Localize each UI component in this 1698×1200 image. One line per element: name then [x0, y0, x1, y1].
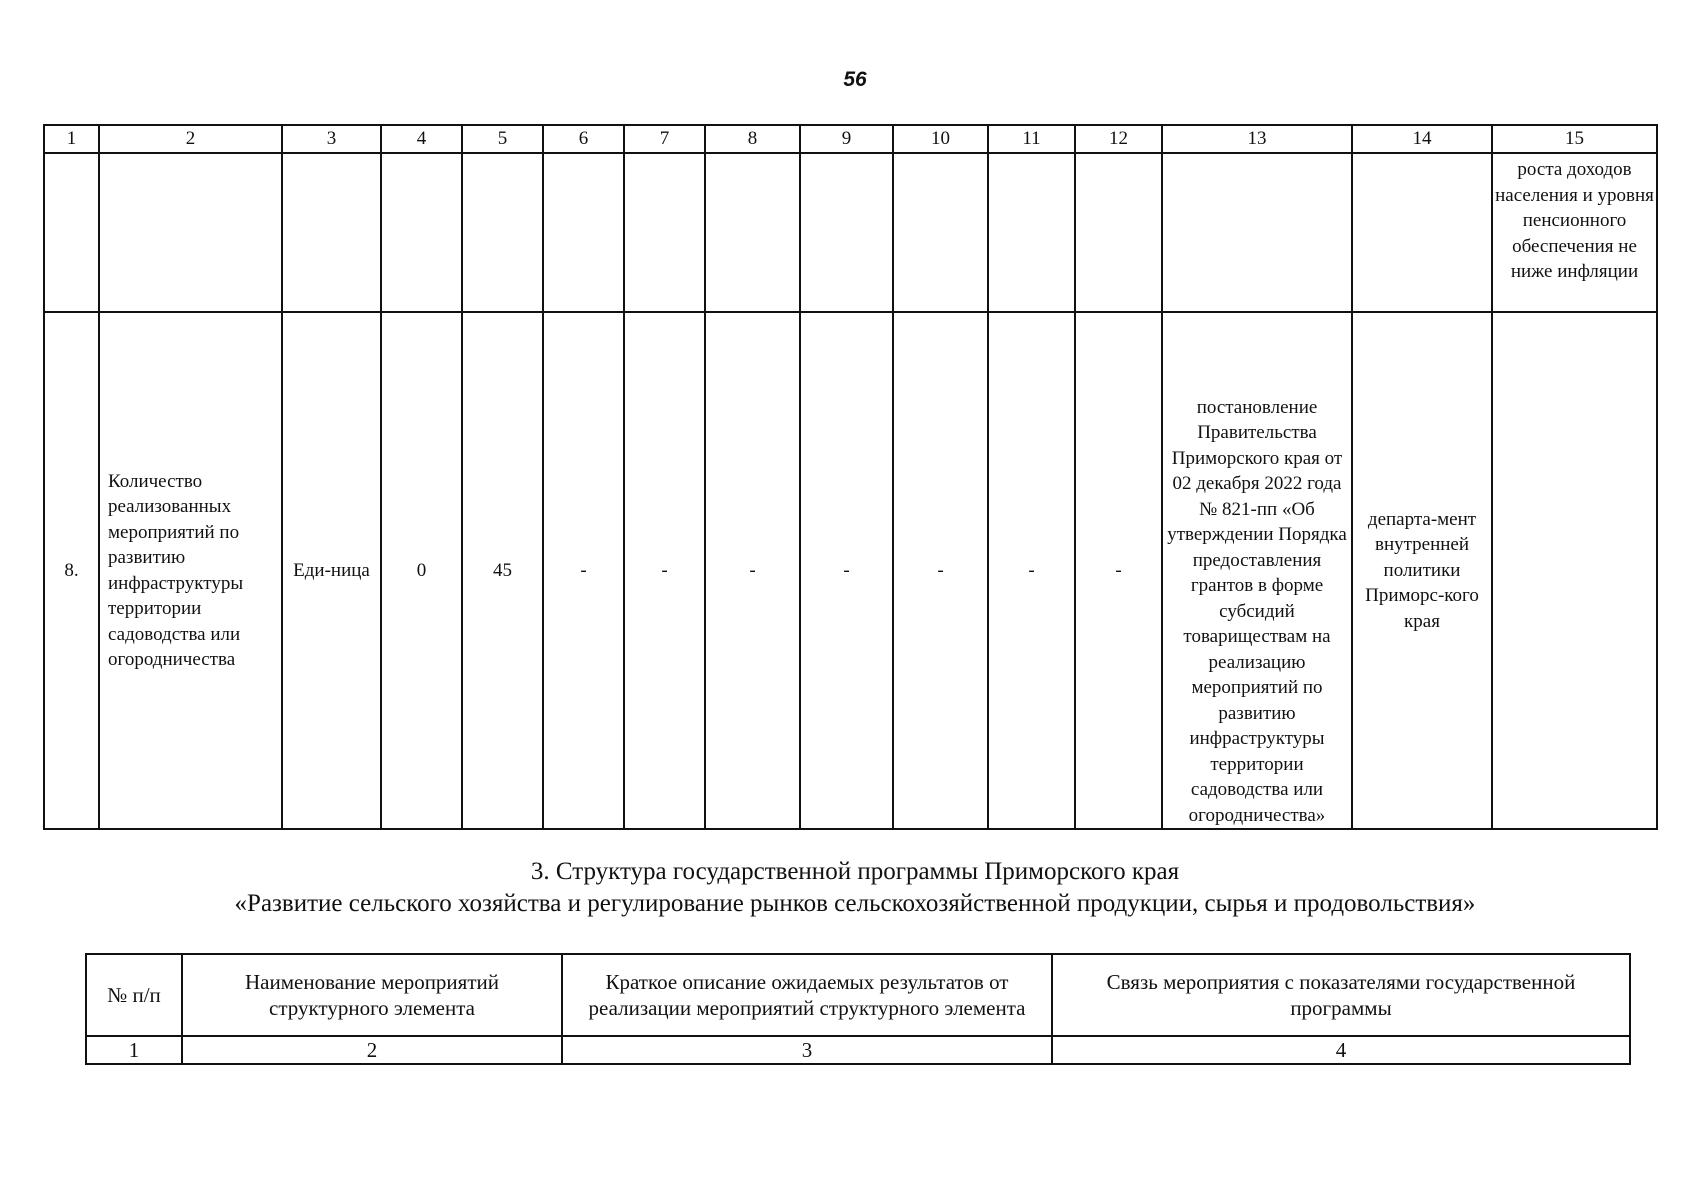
column-number: 5 [462, 125, 543, 153]
column-number-row [44, 125, 1657, 153]
column-number: 7 [624, 125, 705, 153]
table-cell [44, 153, 99, 312]
column-header-results: Краткое описание ожидаемых результатов от реализации мероприятий структурного элемента [562, 954, 1052, 1036]
page-number: 56 [843, 68, 867, 91]
table-cell [462, 153, 543, 312]
table-row [44, 153, 1657, 312]
section-title: 3. Структура государственной программы Приморского края [530, 858, 1180, 885]
dash-cell: - [705, 312, 800, 829]
column-number: 9 [800, 125, 893, 153]
table-cell [1162, 153, 1352, 312]
table-cell [282, 153, 381, 312]
row-number: 8. [44, 312, 99, 829]
column-number: 13 [1162, 125, 1352, 153]
column-header-activities: Наименование мероприятий структурного элемента [182, 954, 562, 1036]
column-number: 3 [282, 125, 381, 153]
column-number: 15 [1492, 125, 1657, 153]
column-number: 1 [86, 1036, 182, 1064]
dash-cell: - [988, 312, 1075, 829]
table-row [44, 312, 1657, 829]
table-cell [99, 153, 282, 312]
table-cell [381, 153, 462, 312]
indicator-note-continuation: роста доходов населения и уровня пенсионного обеспечения не ниже инфляции [1492, 153, 1657, 312]
column-number: 8 [705, 125, 800, 153]
column-number: 3 [562, 1036, 1052, 1064]
column-number-row [86, 1036, 1630, 1064]
table-cell [624, 153, 705, 312]
section-subtitle: «Развитие сельского хозяйства и регулирование рынков сельскохозяйственной продукции, сырья и продовольствия» [234, 890, 1476, 917]
column-number: 11 [988, 125, 1075, 153]
column-number: 6 [543, 125, 624, 153]
indicators-table [43, 124, 1658, 830]
table-cell [543, 153, 624, 312]
responsible-body: департа-мент внутренней политики Приморс-кого края [1352, 312, 1492, 829]
table-cell [988, 153, 1075, 312]
indicator-name: Количество реализованных мероприятий по развитию инфраструктуры территории садоводства или огородничества [99, 312, 282, 829]
value-col5: 45 [462, 312, 543, 829]
table-cell [893, 153, 988, 312]
regulatory-document: постановление Правительства Приморского края от 02 декабря 2022 года № 821-пп «Об утверждении Порядка предоставления грантов в форме субсидий товариществам на реализацию мероприятий по развитию инфраструктуры территории садоводства или огородничества» [1162, 312, 1352, 829]
table-cell [800, 153, 893, 312]
dash-cell: - [1075, 312, 1162, 829]
table-cell [1492, 312, 1657, 829]
column-number: 2 [99, 125, 282, 153]
column-number: 1 [44, 125, 99, 153]
program-structure-table [85, 953, 1631, 1065]
column-number: 4 [381, 125, 462, 153]
column-header-number: № п/п [86, 954, 182, 1036]
base-value: 0 [381, 312, 462, 829]
table-cell [1075, 153, 1162, 312]
column-number: 14 [1352, 125, 1492, 153]
header-row [86, 954, 1630, 1036]
column-header-indicators: Связь мероприятия с показателями государственной программы [1052, 954, 1630, 1036]
column-number: 10 [893, 125, 988, 153]
table-cell [705, 153, 800, 312]
dash-cell: - [800, 312, 893, 829]
unit-of-measure: Еди-ница [282, 312, 381, 829]
dash-cell: - [624, 312, 705, 829]
dash-cell: - [893, 312, 988, 829]
column-number: 4 [1052, 1036, 1630, 1064]
table-cell [1352, 153, 1492, 312]
dash-cell: - [543, 312, 624, 829]
column-number: 2 [182, 1036, 562, 1064]
column-number: 12 [1075, 125, 1162, 153]
